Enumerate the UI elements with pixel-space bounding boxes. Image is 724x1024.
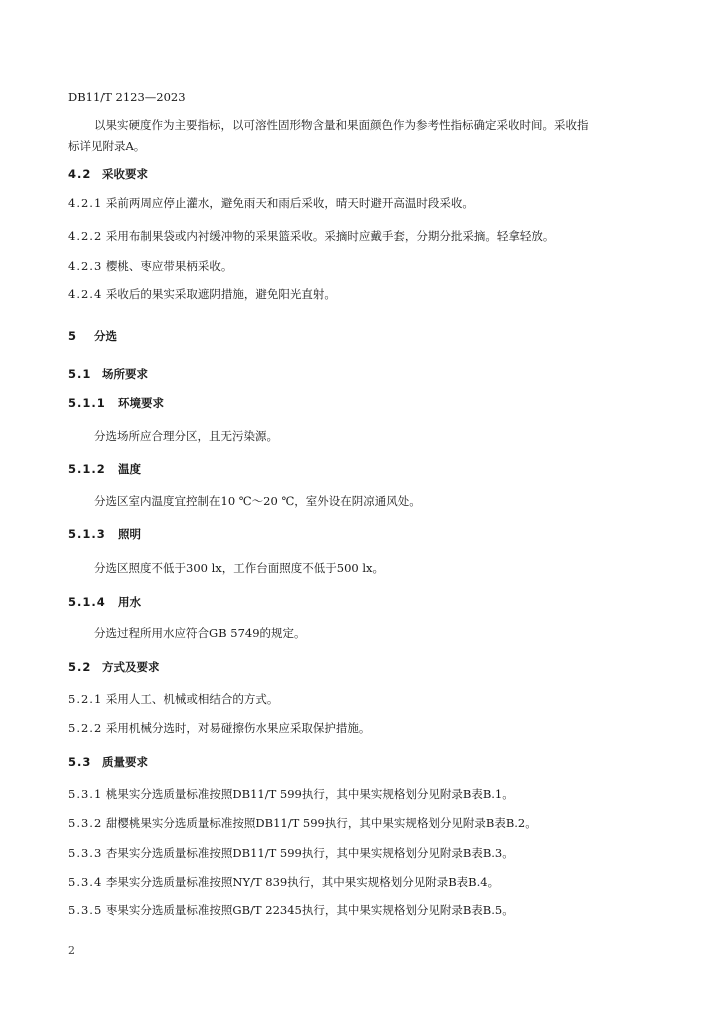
clause-text: 采用机械分选时，对易碰擦伤水果应采取保护措施。 (105, 721, 371, 735)
document-id: DB11/T 2123—2023 (68, 90, 186, 104)
section-title: 采收要求 (102, 167, 149, 181)
section-heading-5-2 (68, 660, 160, 674)
clause-5-3-5 (68, 903, 514, 917)
clause-text: 樱桃、枣应带果柄采收。 (105, 259, 233, 273)
clause-5-2-1 (68, 692, 278, 706)
subsection-number: 5.1.4 (68, 595, 106, 609)
subsection-body: 分选场所应合理分区，且无污染源。 (94, 429, 278, 443)
clause-number: 4.2.3 (68, 259, 103, 273)
clause-number: 5.3.1 (68, 787, 103, 801)
subsection-heading-5-1-4 (68, 595, 141, 609)
section-number: 5.1 (68, 367, 92, 381)
clause-5-3-2 (68, 816, 537, 830)
clause-4-2-4 (68, 287, 336, 301)
section-number: 5.3 (68, 755, 92, 769)
clause-number: 4.2.1 (68, 196, 103, 210)
subsection-body: 分选区照度不低于300 lx，工作台面照度不低于500 lx。 (94, 561, 385, 575)
subsection-heading-5-1-1 (68, 396, 164, 410)
clause-5-2-2 (68, 721, 370, 735)
clause-4-2-1 (68, 196, 474, 210)
clause-number: 4.2.2 (68, 229, 103, 243)
clause-number: 5.3.2 (68, 816, 103, 830)
clause-4-2-2 (68, 229, 554, 243)
section-heading-4-2 (68, 167, 148, 181)
clause-text: 采用布制果袋或内衬缓冲物的采果篮采收。采摘时应戴手套，分期分批采摘。轻拿轻放。 (105, 229, 555, 243)
section-title: 质量要求 (102, 755, 149, 769)
clause-number: 5.3.3 (68, 846, 103, 860)
clause-4-2-3 (68, 259, 232, 273)
clause-number: 5.3.5 (68, 903, 103, 917)
section-heading-5-1 (68, 367, 148, 381)
clause-number: 5.3.4 (68, 875, 103, 889)
subsection-title: 环境要求 (118, 396, 165, 410)
subsection-body: 分选区室内温度宜控制在10 ℃～20 ℃，室外设在阴凉通风处。 (94, 494, 421, 508)
section-title: 场所要求 (102, 367, 149, 381)
clause-5-3-3 (68, 846, 514, 860)
clause-number: 4.2.4 (68, 287, 103, 301)
subsection-title: 用水 (118, 595, 142, 609)
clause-number: 5.2.1 (68, 692, 103, 706)
clause-5-3-1 (68, 787, 514, 801)
clause-text: 桃果实分选质量标准按照DB11/T 599执行，其中果实规格划分见附录B表B.1。 (105, 787, 514, 801)
clause-text: 采用人工、机械或相结合的方式。 (105, 692, 279, 706)
clause-5-3-4 (68, 875, 499, 889)
clause-text: 枣果实分选质量标准按照GB/T 22345执行，其中果实规格划分见附录B表B.5。 (105, 903, 514, 917)
chapter-number: 5 (68, 329, 78, 343)
intro-line-2: 标详见附录A。 (68, 139, 146, 153)
subsection-body: 分选过程所用水应符合GB 5749的规定。 (94, 626, 306, 640)
section-heading-5-3 (68, 755, 148, 769)
chapter-title: 分选 (94, 329, 118, 343)
chapter-heading-5 (68, 329, 117, 343)
section-number: 4.2 (68, 167, 92, 181)
subsection-title: 照明 (118, 527, 142, 541)
subsection-title: 温度 (118, 462, 142, 476)
subsection-number: 5.1.1 (68, 396, 106, 410)
clause-text: 李果实分选质量标准按照NY/T 839执行，其中果实规格划分见附录B表B.4。 (105, 875, 500, 889)
subsection-number: 5.1.3 (68, 527, 106, 541)
subsection-heading-5-1-3 (68, 527, 141, 541)
clause-text: 甜樱桃果实分选质量标准按照DB11/T 599执行，其中果实规格划分见附录B表B.2。 (105, 816, 537, 830)
clause-text: 采收后的果实采取遮阴措施，避免阳光直射。 (105, 287, 336, 301)
clause-text: 杏果实分选质量标准按照DB11/T 599执行，其中果实规格划分见附录B表B.3。 (105, 846, 514, 860)
subsection-heading-5-1-2 (68, 462, 141, 476)
section-title: 方式及要求 (102, 660, 160, 674)
clause-text: 采前两周应停止灌水，避免雨天和雨后采收，晴天时避开高温时段采收。 (105, 196, 474, 210)
page-number: 2 (68, 944, 75, 957)
section-number: 5.2 (68, 660, 92, 674)
subsection-number: 5.1.2 (68, 462, 106, 476)
intro-line-1: 以果实硬度作为主要指标，以可溶性固形物含量和果面颜色作为参考性指标确定采收时间。采收指 (94, 118, 589, 132)
clause-number: 5.2.2 (68, 721, 103, 735)
